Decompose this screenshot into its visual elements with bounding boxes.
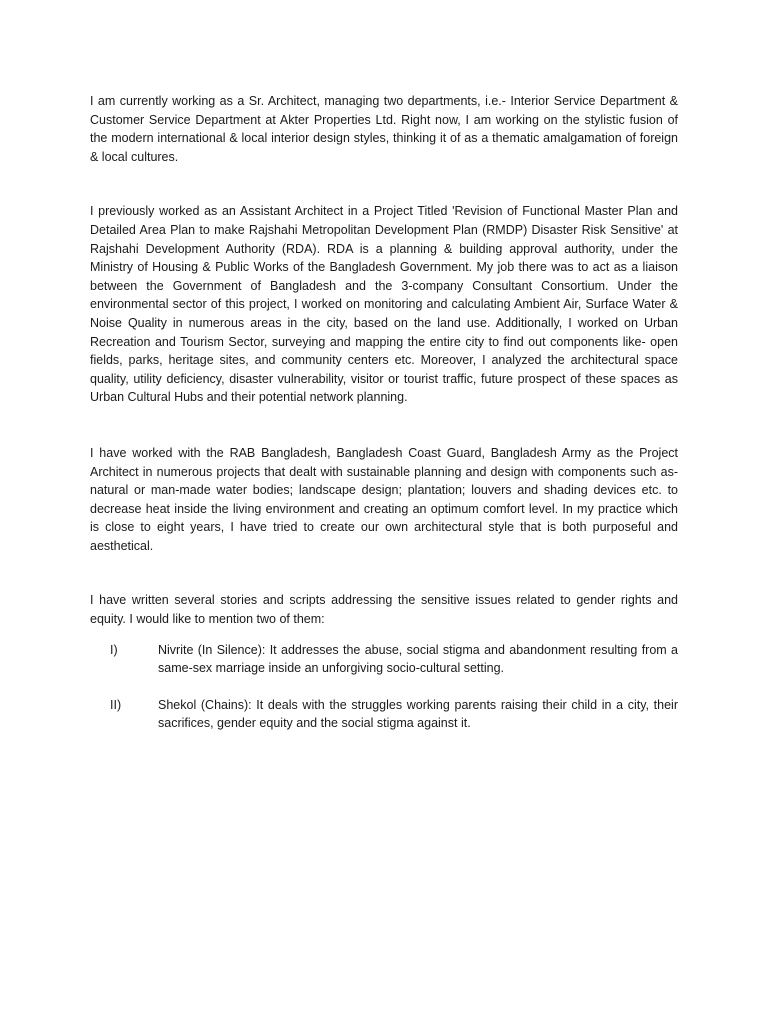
list-item-story-1 [90,641,678,678]
document-page [90,92,678,751]
list-item-story-2 [90,696,678,733]
list-item-text: Nivrite (In Silence): It addresses the abuse, social stigma and abandonment resulting from a same-sex marriage inside an unforgiving socio-cultural setting. [158,642,678,676]
list-item-text: Shekol (Chains): It deals with the struggles working parents raising their child in a city, their sacrifices, gender equity and the social stigma against it. [158,697,678,731]
paragraph-current-role: I am currently working as a Sr. Architect, managing two departments, i.e.- Interior Service Department & Customer Service Department at Akter Properties Ltd. Right now, I am working on the stylistic fusion of the modern international & local interior design styles, thinking it of as a thematic amalgamation of foreign & local cultures. [90,94,678,164]
paragraph-project-architect: I have worked with the RAB Bangladesh, Bangladesh Coast Guard, Bangladesh Army as the Project Architect in numerous projects that dealt with sustainable planning and design with components such as- natural or man-made water bodies; landscape design; plantation; louvers and shading devices etc. to decrease heat inside the living environment and creating an optimum comfort level. In my practice which is close to eight years, I have tried to create our own architectural style that is both purposeful and aesthetical. [90,445,678,553]
list-item-number: I) [110,642,118,657]
list-item-number: II) [110,697,122,712]
paragraph-previous-work: I previously worked as an Assistant Architect in a Project Titled 'Revision of Functional Master Plan and Detailed Area Plan to make Rajshahi Metropolitan Development Plan (RMDP) Disaster Risk Sensitive' at Rajshahi Development Authority (RDA). RDA is a planning & building approval authority, under the Ministry of Housing & Public Works of the Bangladesh Government. My job there was to act as a liaison between the Government of Bangladesh and the 3-company Consultant Consortium. Under the environmental sector of this project, I worked on monitoring and calculating Ambient Air, Surface Water & Noise Quality in numerous areas in the city, based on the land use. Additionally, I worked on Urban Recreation and Tourism Sector, surveying and mapping the entire city to find out components like- open fields, parks, heritage sites, and community centers etc. Moreover, I analyzed the architectural space quality, utility deficiency, disaster vulnerability, visitor or tourist traffic, future prospect of these spaces as Urban Cultural Hubs and their potential network planning. [90,204,678,405]
paragraph-stories-intro: I have written several stories and scripts addressing the sensitive issues related to gender rights and equity. I would like to mention two of them: [90,593,678,627]
